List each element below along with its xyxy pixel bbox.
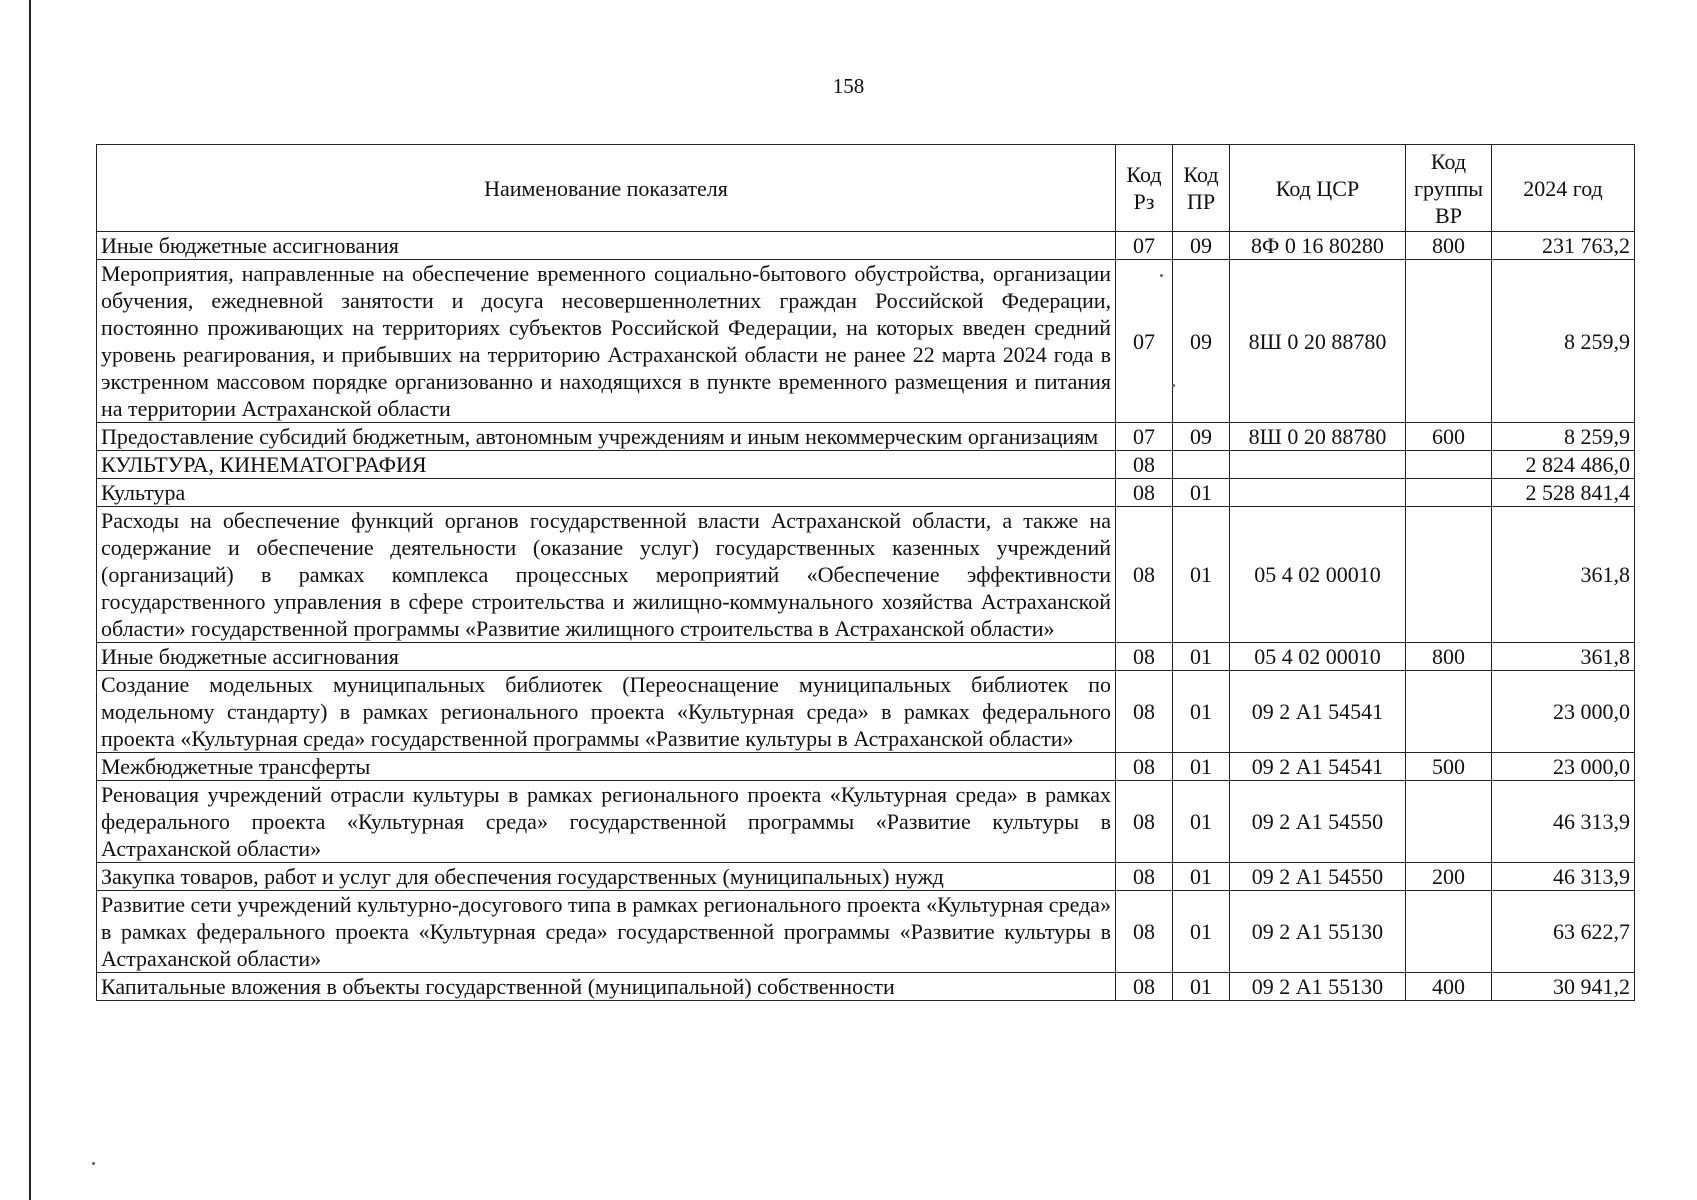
cell-vr: 400 [1406, 973, 1492, 1001]
cell-vr: 800 [1406, 643, 1492, 671]
table-row [97, 479, 1635, 507]
cell-vr: 500 [1406, 753, 1492, 781]
table-row [97, 507, 1635, 643]
cell-pr: 01 [1173, 891, 1230, 973]
cell-name: КУЛЬТУРА, КИНЕМАТОГРАФИЯ [97, 451, 1116, 479]
cell-rz: 08 [1116, 891, 1173, 973]
cell-amount: 8 259,9 [1492, 423, 1635, 451]
cell-csr [1230, 451, 1406, 479]
cell-rz: 08 [1116, 781, 1173, 863]
cell-rz: 08 [1116, 479, 1173, 507]
scan-speck [92, 1162, 95, 1165]
cell-pr: 01 [1173, 863, 1230, 891]
cell-csr: 09 2 А1 54550 [1230, 781, 1406, 863]
binding-edge-line [29, 0, 31, 1200]
cell-name: Создание модельных муниципальных библиотек (Переоснащение муниципальных библиотек по модельному стандарту) в рамках регионального проекта «Культурная среда» в рамках федерального проекта «Культурная среда» государственной программы «Развитие культуры в Астраханской области» [97, 671, 1116, 753]
cell-vr [1406, 260, 1492, 423]
header-rz: Код Рз [1116, 145, 1173, 232]
cell-csr: 09 2 А1 54550 [1230, 863, 1406, 891]
budget-table [96, 144, 1635, 1001]
cell-csr: 09 2 А1 54541 [1230, 671, 1406, 753]
table-body [97, 232, 1635, 1001]
cell-amount: 361,8 [1492, 507, 1635, 643]
cell-pr: 09 [1173, 260, 1230, 423]
cell-rz: 07 [1116, 232, 1173, 260]
cell-pr: 01 [1173, 507, 1230, 643]
cell-rz: 07 [1116, 260, 1173, 423]
cell-amount: 2 824 486,0 [1492, 451, 1635, 479]
cell-vr: 200 [1406, 863, 1492, 891]
cell-name: Реновация учреждений отрасли культуры в рамках регионального проекта «Культурная среда» в рамках федерального проекта «Культурная среда» государственной программы «Развитие культуры в Астраханской области» [97, 781, 1116, 863]
cell-name: Закупка товаров, работ и услуг для обеспечения государственных (муниципальных) нужд [97, 863, 1116, 891]
cell-vr [1406, 507, 1492, 643]
cell-rz: 08 [1116, 753, 1173, 781]
header-csr: Код ЦСР [1230, 145, 1406, 232]
cell-pr [1173, 451, 1230, 479]
cell-vr: 800 [1406, 232, 1492, 260]
cell-amount: 23 000,0 [1492, 671, 1635, 753]
table-row [97, 260, 1635, 423]
cell-name: Развитие сети учреждений культурно-досугового типа в рамках регионального проекта «Культурная среда» в рамках федерального проекта «Культурная среда» государственной программы «Развитие культуры в Астраханской области» [97, 891, 1116, 973]
scan-speck [1172, 384, 1175, 387]
cell-vr [1406, 479, 1492, 507]
table-row [97, 781, 1635, 863]
cell-name: Расходы на обеспечение функций органов государственной власти Астраханской области, а также на содержание и обеспечение деятельности (оказание услуг) государственных казенных учреждений (организаций) в рамках комплекса процессных мероприятий «Обеспечение эффективности государственного управления в сфере строительства и жилищно-коммунального хозяйства Астраханской области» государственной программы «Развитие жилищного строительства в Астраханской области» [97, 507, 1116, 643]
table-row [97, 643, 1635, 671]
cell-csr: 09 2 А1 55130 [1230, 891, 1406, 973]
cell-vr [1406, 451, 1492, 479]
cell-amount: 8 259,9 [1492, 260, 1635, 423]
cell-pr: 01 [1173, 973, 1230, 1001]
cell-pr: 01 [1173, 753, 1230, 781]
cell-rz: 08 [1116, 643, 1173, 671]
cell-csr: 8Ф 0 16 80280 [1230, 232, 1406, 260]
cell-name: Культура [97, 479, 1116, 507]
table-row [97, 423, 1635, 451]
cell-vr [1406, 671, 1492, 753]
cell-rz: 08 [1116, 507, 1173, 643]
cell-csr: 09 2 А1 54541 [1230, 753, 1406, 781]
cell-amount: 231 763,2 [1492, 232, 1635, 260]
cell-name: Иные бюджетные ассигнования [97, 232, 1116, 260]
cell-csr: 8Ш 0 20 88780 [1230, 423, 1406, 451]
cell-name: Иные бюджетные ассигнования [97, 643, 1116, 671]
table-row [97, 863, 1635, 891]
table-header-row [97, 145, 1635, 232]
cell-amount: 46 313,9 [1492, 863, 1635, 891]
cell-vr [1406, 781, 1492, 863]
cell-rz: 08 [1116, 451, 1173, 479]
cell-csr [1230, 479, 1406, 507]
cell-amount: 30 941,2 [1492, 973, 1635, 1001]
cell-pr: 09 [1173, 423, 1230, 451]
table-row [97, 671, 1635, 753]
cell-csr: 8Ш 0 20 88780 [1230, 260, 1406, 423]
cell-vr [1406, 891, 1492, 973]
table-row [97, 451, 1635, 479]
header-pr: Код ПР [1173, 145, 1230, 232]
table-row [97, 232, 1635, 260]
cell-amount: 46 313,9 [1492, 781, 1635, 863]
cell-pr: 01 [1173, 643, 1230, 671]
cell-amount: 63 622,7 [1492, 891, 1635, 973]
table-row [97, 973, 1635, 1001]
scan-speck [1160, 274, 1163, 277]
header-year: 2024 год [1492, 145, 1635, 232]
cell-pr: 09 [1173, 232, 1230, 260]
cell-name: Межбюджетные трансферты [97, 753, 1116, 781]
table-row [97, 753, 1635, 781]
cell-rz: 08 [1116, 973, 1173, 1001]
cell-amount: 2 528 841,4 [1492, 479, 1635, 507]
page-number: 158 [832, 74, 865, 98]
cell-rz: 07 [1116, 423, 1173, 451]
cell-csr: 05 4 02 00010 [1230, 643, 1406, 671]
cell-csr: 05 4 02 00010 [1230, 507, 1406, 643]
cell-name: Капитальные вложения в объекты государственной (муниципальной) собственности [97, 973, 1116, 1001]
cell-csr: 09 2 А1 55130 [1230, 973, 1406, 1001]
cell-rz: 08 [1116, 671, 1173, 753]
cell-pr: 01 [1173, 781, 1230, 863]
header-name: Наименование показателя [97, 145, 1116, 232]
table-row [97, 891, 1635, 973]
cell-name: Предоставление субсидий бюджетным, автономным учреждениям и иным некоммерческим организациям [97, 423, 1116, 451]
cell-name: Мероприятия, направленные на обеспечение временного социально-бытового обустройства, организации обучения, ежедневной занятости и досуга несовершеннолетних граждан Российской Федерации, постоянно проживающих на территориях субъектов Российской Федерации, на которых введен средний уровень реагирования, и прибывших на территорию Астраханской области не ранее 22 марта 2024 года в экстренном массовом порядке организованно и находящихся в пункте временного размещения и питания на территории Астраханской области [97, 260, 1116, 423]
cell-pr: 01 [1173, 479, 1230, 507]
cell-rz: 08 [1116, 863, 1173, 891]
cell-pr: 01 [1173, 671, 1230, 753]
header-vr: Код группы ВР [1406, 145, 1492, 232]
cell-amount: 361,8 [1492, 643, 1635, 671]
cell-vr: 600 [1406, 423, 1492, 451]
cell-amount: 23 000,0 [1492, 753, 1635, 781]
